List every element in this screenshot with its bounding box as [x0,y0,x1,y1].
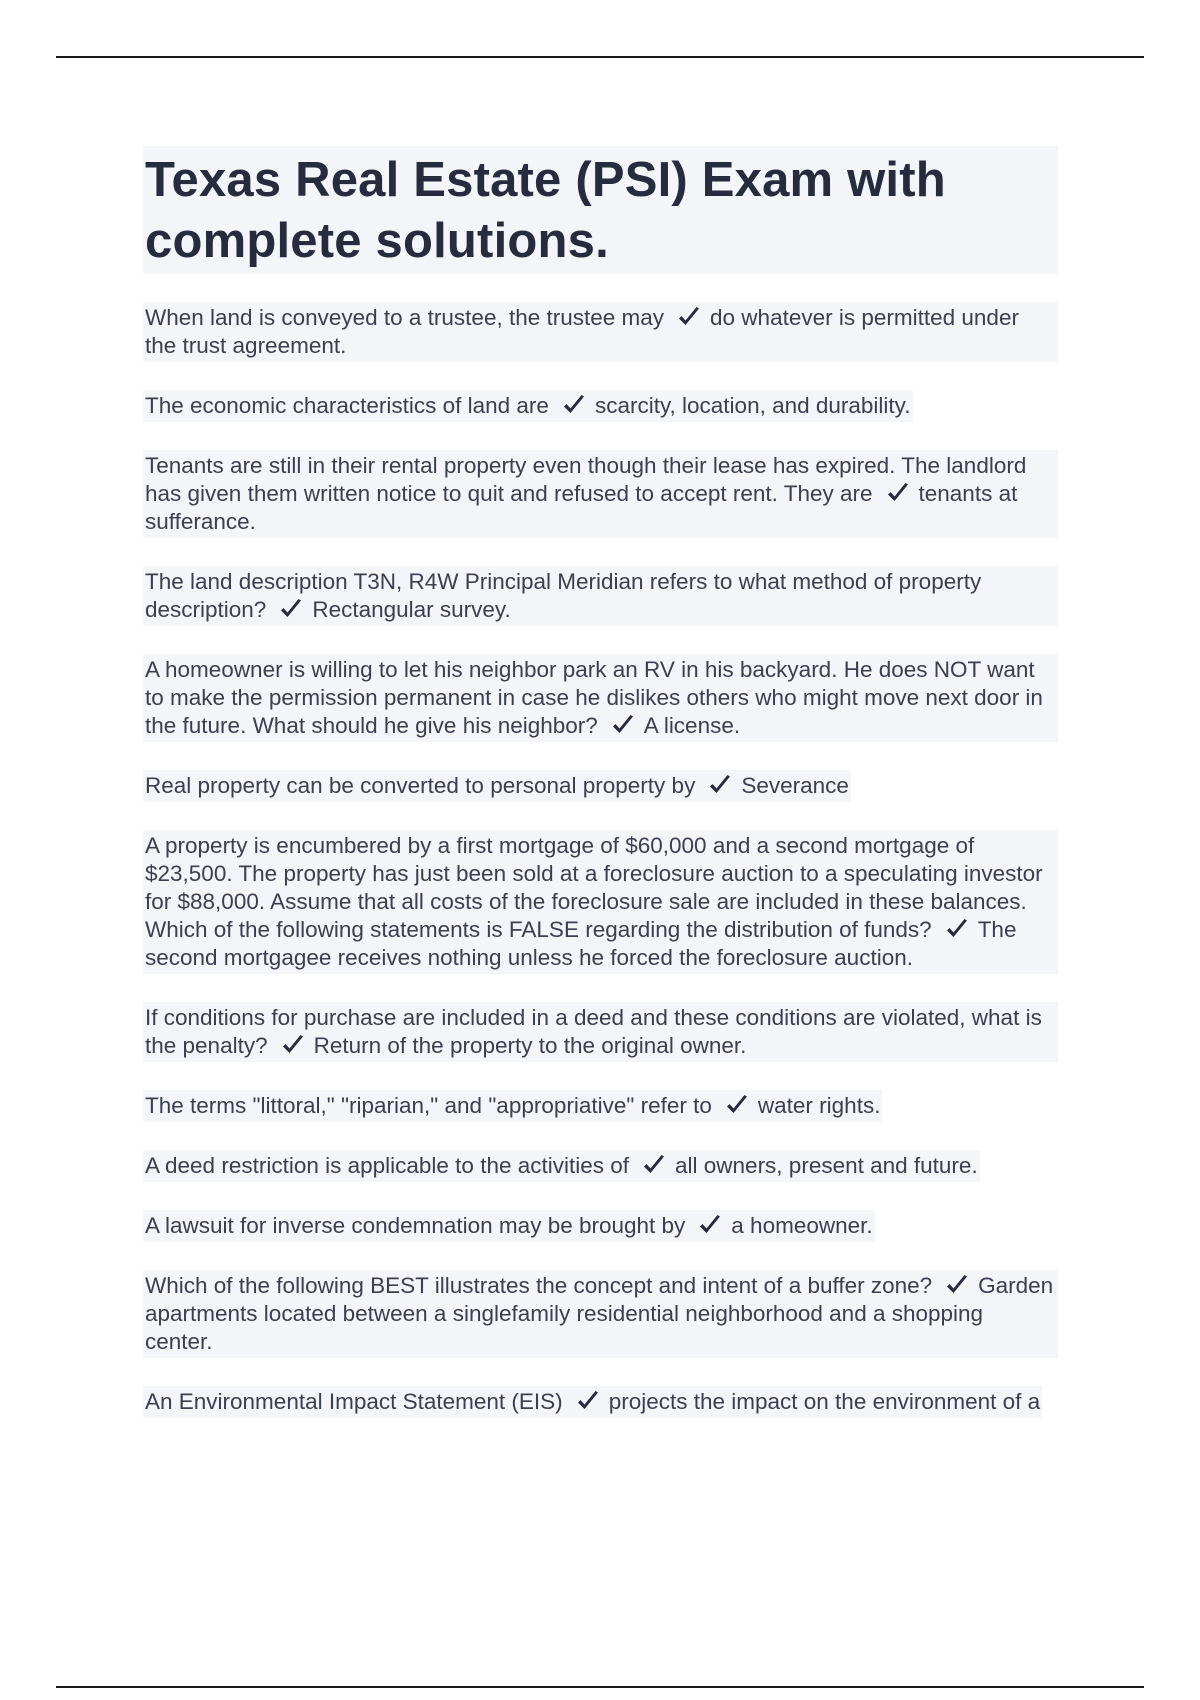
document-body [143,146,1058,1446]
qa-item [143,390,913,422]
question-text: Which of the following BEST illustrates the concept and intent of a buffer zone? [145,1273,933,1298]
qa-list [143,302,1058,1418]
qa-item [143,302,1058,362]
question-text: A lawsuit for inverse condemnation may be brought by [145,1213,686,1238]
qa-item [143,1150,980,1182]
checkmark-icon [944,917,970,941]
checkmark-icon [944,1273,970,1297]
page-title: Texas Real Estate (PSI) Exam with complete solutions. [145,153,946,268]
checkmark-icon [676,305,702,329]
qa-item [143,1090,882,1122]
answer-text: a homeowner. [731,1213,873,1238]
qa-item [143,450,1058,538]
answer-text: Garden apartments located between a singlefamily residential neighborhood and a shopping center. [145,1273,1054,1354]
checkmark-icon [707,773,733,797]
question-text: A property is encumbered by a first mortgage of $60,000 and a second mortgage of $23,500. The property has just been sold at a foreclosure auction to a speculating investor for $88,000. Assume that all costs of the foreclosure sale are included in these balances. Which of the following statements is FALSE regarding the distribution of funds? [145,833,1043,942]
qa-item [143,566,1058,626]
answer-text: Return of the property to the original owner. [313,1033,747,1058]
qa-item [143,1270,1058,1358]
answer-text: Severance [741,773,849,798]
qa-item [143,770,851,802]
question-text: Tenants are still in their rental property even though their lease has expired. The landlord has given them written notice to quit and refused to accept rent. They are [145,453,1027,506]
top-rule [56,56,1144,58]
answer-text: do whatever is permitted under the trust agreement. [145,305,1019,358]
answer-text: scarcity, location, and durability. [594,393,911,418]
title-block [143,146,1058,274]
checkmark-icon [561,393,587,417]
answer-text: water rights. [757,1093,881,1118]
qa-item [143,1386,1042,1418]
question-text: The land description T3N, R4W Principal Meridian refers to what method of property description? [145,569,982,622]
qa-item [143,1002,1058,1062]
question-text: A homeowner is willing to let his neighbor park an RV in his backyard. He does NOT want to make the permission permanent in case he dislikes others who might move next door in the future. What should he give his neighbor? [145,657,1043,738]
checkmark-icon [724,1093,750,1117]
question-text: An Environmental Impact Statement (EIS) [145,1389,563,1414]
checkmark-icon [278,597,304,621]
qa-item [143,1210,875,1242]
answer-text: A license. [643,713,741,738]
checkmark-icon [575,1389,601,1413]
answer-text: tenants at sufferance. [145,481,1018,534]
answer-text: Rectangular survey. [312,597,511,622]
question-text: A deed restriction is applicable to the activities of [145,1153,630,1178]
answer-text: all owners, present and future. [675,1153,978,1178]
checkmark-icon [610,713,636,737]
answer-text: projects the impact on the environment of a [608,1389,1041,1414]
checkmark-icon [885,481,911,505]
question-text: The economic characteristics of land are [145,393,549,418]
bottom-rule [56,1686,1144,1688]
qa-item [143,830,1058,974]
question-text: The terms "littoral," "riparian," and "appropriative" refer to [145,1093,712,1118]
checkmark-icon [697,1213,723,1237]
question-text: Real property can be converted to personal property by [145,773,696,798]
answer-text: The second mortgagee receives nothing unless he forced the foreclosure auction. [145,917,1017,970]
qa-item [143,654,1058,742]
question-text: If conditions for purchase are included in a deed and these conditions are violated, what is the penalty? [145,1005,1042,1058]
question-text: When land is conveyed to a trustee, the trustee may [145,305,665,330]
checkmark-icon [280,1033,306,1057]
checkmark-icon [641,1153,667,1177]
